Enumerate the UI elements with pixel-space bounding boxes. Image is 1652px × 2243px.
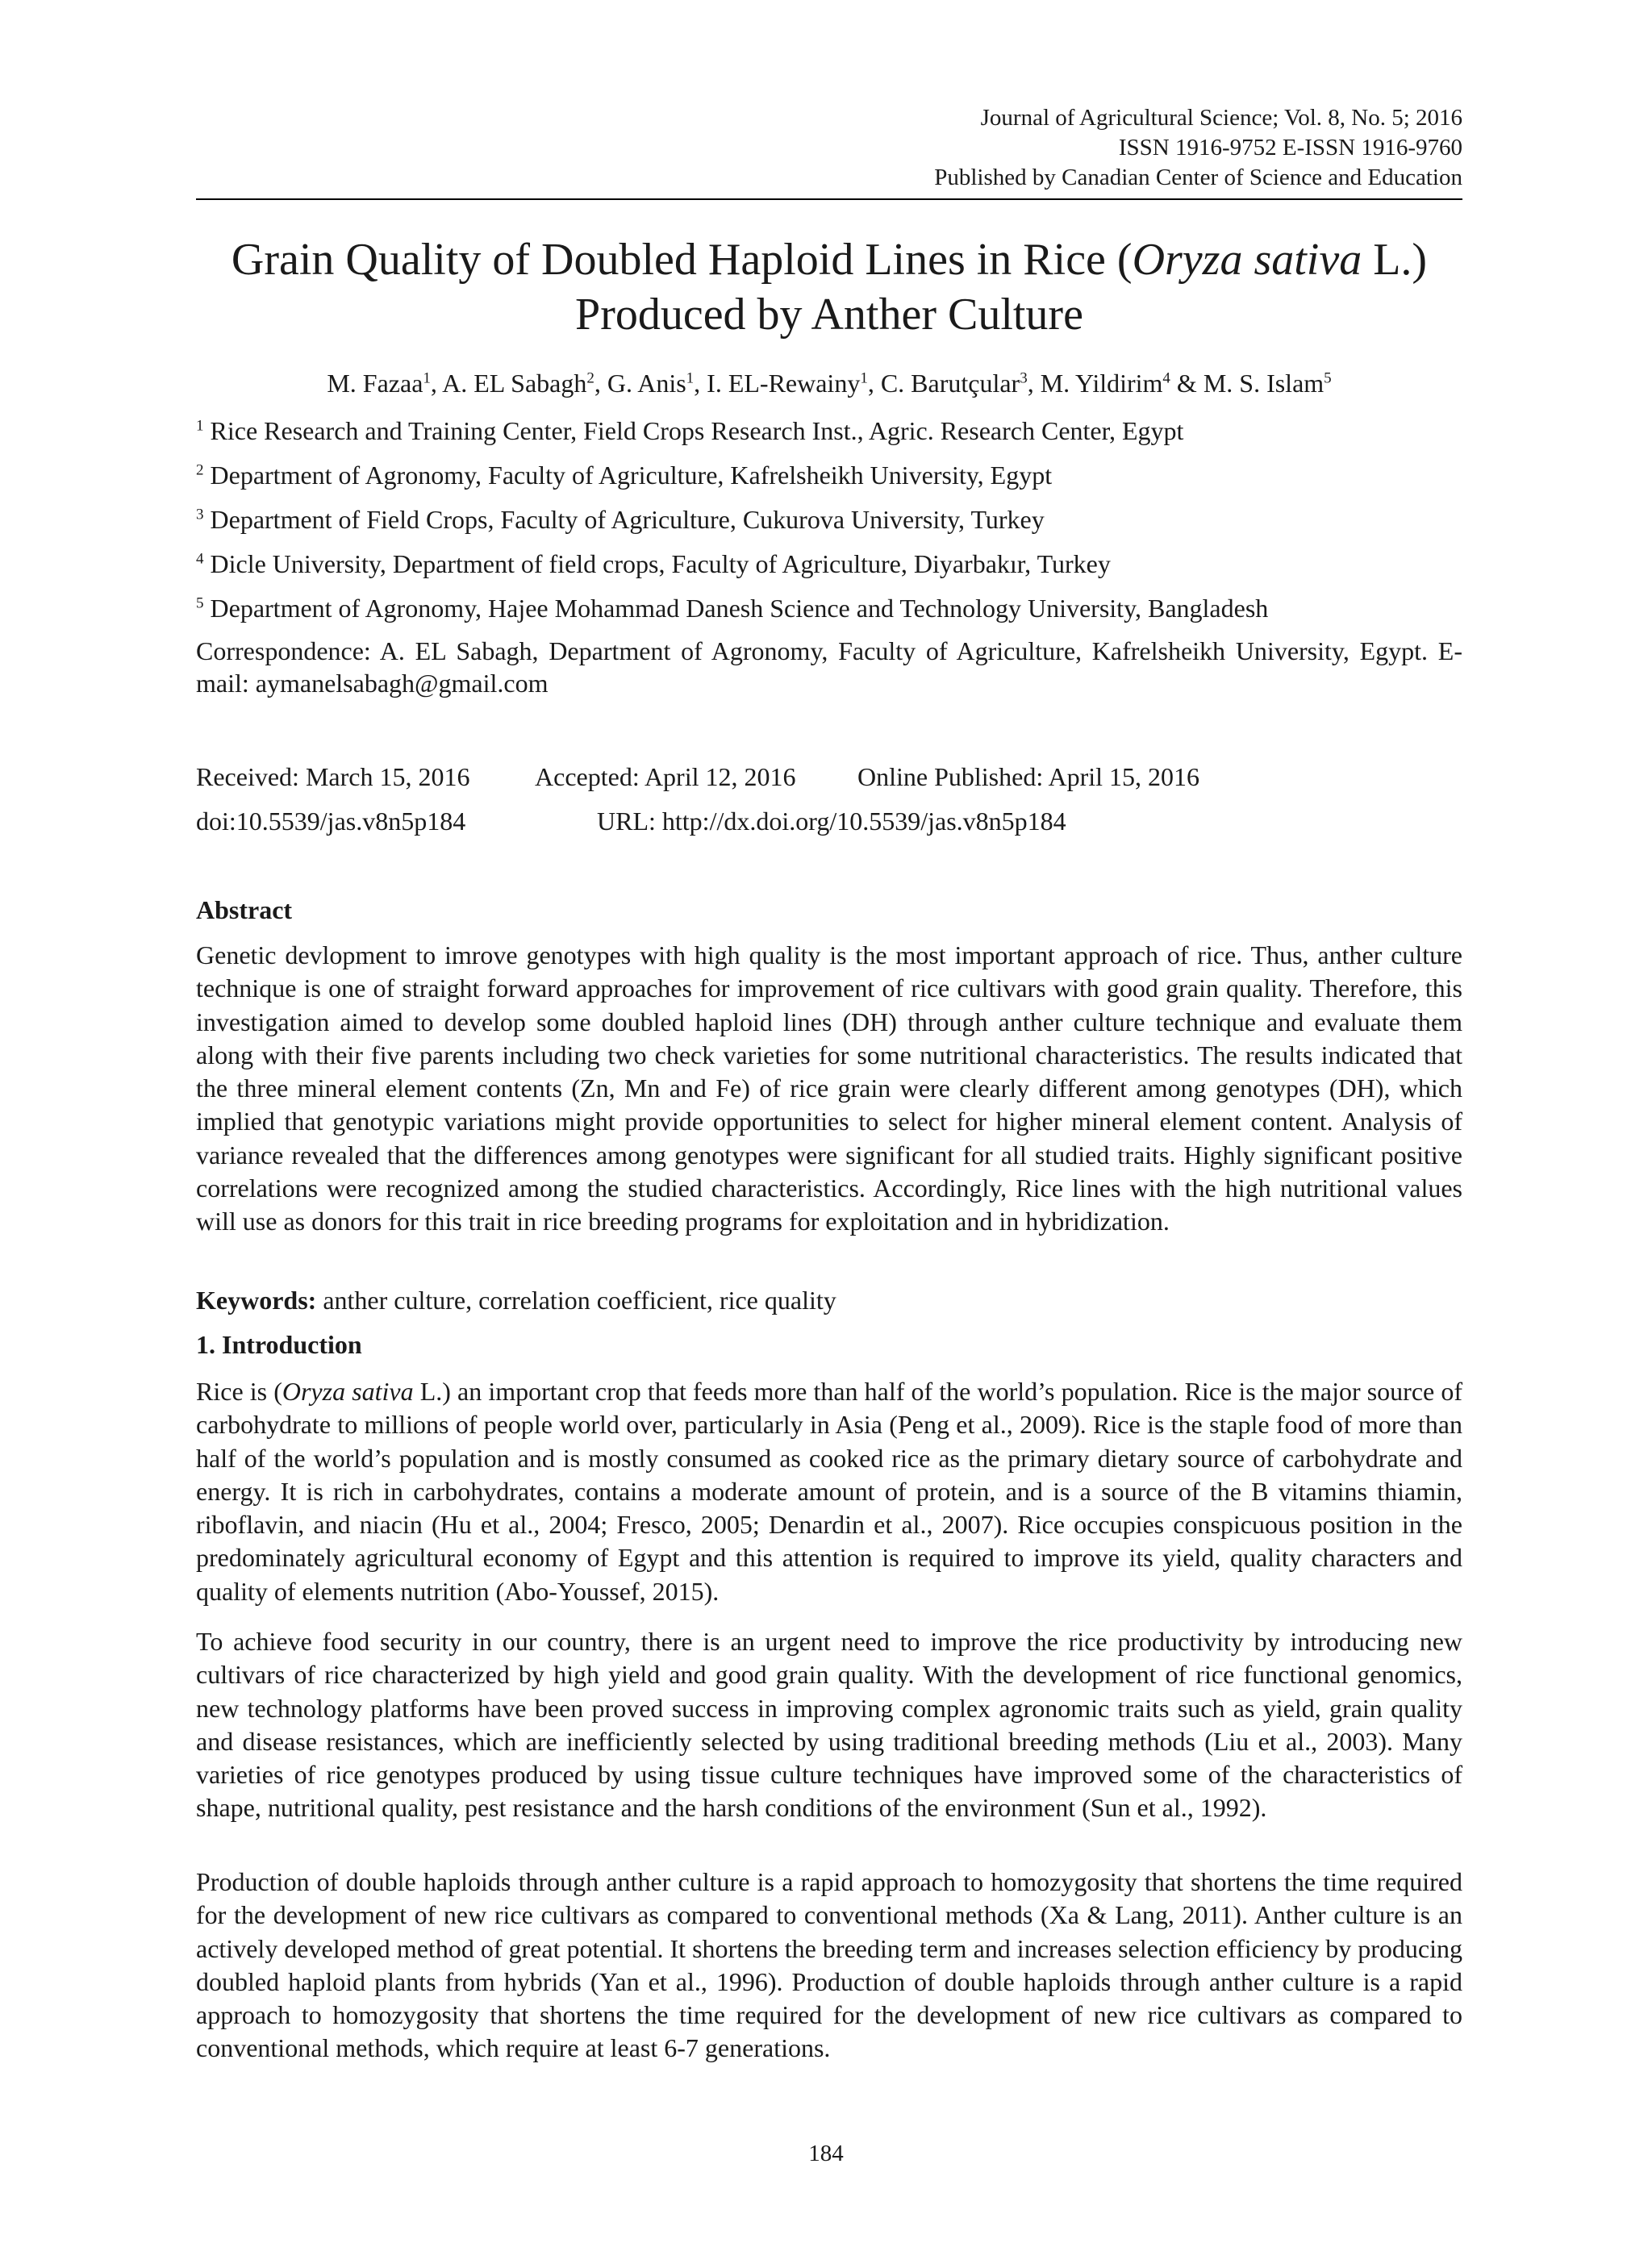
doi-text: doi:10.5539/jas.v8n5p184 bbox=[196, 807, 466, 836]
keywords bbox=[196, 1284, 1462, 1316]
title-line2: Produced by Anther Culture bbox=[575, 290, 1083, 340]
affiliation: $^3$ Department of Field Crops, Faculty of Agriculture, Cukurova University, Turkey bbox=[196, 505, 1045, 534]
url-link[interactable]: URL: http://dx.doi.org/10.5539/jas.v8n5p184 bbox=[597, 807, 1066, 836]
paper-title bbox=[196, 232, 1462, 342]
author: M. Yildirim$^4$ & bbox=[1040, 369, 1204, 398]
author: M. S. Islam$^5$ bbox=[1203, 369, 1332, 398]
journal-header bbox=[494, 103, 1462, 193]
journal-citation: Journal of Agricultural Science; Vol. 8, No. 5; 2016 bbox=[980, 105, 1462, 131]
intro-paragraph-3: Production of double haploids through anther culture is a rapid approach to homozygosity that shortens the time required for the development of new rice cultivars as compared to conventional methods (Xa & Lang, 2011). Anther culture is an actively developed method of great potential. It shortens the breeding term and increases selection efficiency by producing doubled haploid plants from hybrids (Yan et al., 1996). Production of double haploids through anther culture is a rapid approach to homozygosity that shortens the time required for the development of new rice cultivars as compared to conventional methods, which require at least 6-7 generations. bbox=[196, 1867, 1462, 2063]
author: M. Fazaa$^1$, bbox=[327, 369, 443, 398]
correspondence: Correspondence: A. EL Sabagh, Department of Agronomy, Faculty of Agriculture, Kafrelsheikh University, Egypt. E-mail: aymanelsabagh@gmail.com bbox=[196, 636, 1462, 698]
keywords-text: anther culture, correlation coefficient, rice quality bbox=[316, 1286, 836, 1315]
abstract-text: Genetic devlopment to imrove genotypes with high quality is the most important approach of rice. Thus, anther culture technique is one of straight forward approaches for improvement of rice cultivars with good grain quality. Therefore, this investigation aimed to develop some doubled haploid lines (DH) through anther culture technique and evaluate them along with their five parents including two check varieties for some nutritional characteristics. The results indicated that the three mineral element contents (Zn, Mn and Fe) of rice grain were clearly different among genotypes (DH), which implied that genotypic variations might provide opportunities to select for higher mineral element content. Analysis of variance revealed that the differences among genotypes were significant for all studied traits. Highly significant positive correlations were recognized among the studied characteristics. Accordingly, Rice lines with the high nutritional values will use as donors for this trait in rice breeding programs for exploitation and in hybridization. bbox=[196, 940, 1462, 1236]
affiliation: $^4$ Dicle University, Department of field crops, Faculty of Agriculture, Diyarbakır, Turkey bbox=[196, 549, 1111, 578]
affiliation: $^2$ Department of Agronomy, Faculty of Agriculture, Kafrelsheikh University, Egypt bbox=[196, 461, 1053, 490]
keywords-label: Keywords: bbox=[196, 1286, 317, 1315]
author-list bbox=[196, 367, 1462, 399]
abstract-heading: Abstract bbox=[196, 895, 293, 924]
journal-publisher: Published by Canadian Center of Science and Education bbox=[934, 165, 1462, 190]
introduction-heading: 1. Introduction bbox=[196, 1330, 362, 1359]
title-part2: L.) bbox=[1362, 235, 1428, 285]
title-part1: Grain Quality of Doubled Haploid Lines in Rice ( bbox=[231, 235, 1133, 285]
author: A. EL Sabagh$^2$, bbox=[442, 369, 607, 398]
journal-issn: ISSN 1916-9752 E-ISSN 1916-9760 bbox=[1118, 135, 1462, 161]
received-date: Received: March 15, 2016 bbox=[196, 762, 470, 791]
affiliation: $^1$ Rice Research and Training Center, Field Crops Research Inst., Agric. Research Center, Egypt bbox=[196, 416, 1184, 445]
author: G. Anis$^1$, bbox=[607, 369, 707, 398]
accepted-date: Accepted: April 12, 2016 bbox=[535, 762, 796, 791]
doi-line bbox=[196, 805, 1462, 837]
intro-paragraph-2: To achieve food security in our country, there is an urgent need to improve the rice productivity by introducing new cultivars of rice characterized by high yield and good grain quality. With the development of rice functional genomics, new technology platforms have been proved success in improving complex agronomic traits such as yield, grain quality and disease resistances, which are inefficiently selected by using traditional breeding methods (Liu et al., 2003). Many varieties of rice genotypes produced by using tissue culture techniques have improved some of the characteristics of shape, nutritional quality, pest resistance and the harsh conditions of the environment (Sun et al., 1992). bbox=[196, 1627, 1462, 1823]
author: I. EL-Rewainy$^1$, bbox=[707, 369, 881, 398]
page-number: 184 bbox=[808, 2141, 844, 2166]
title-italic: Oryza sativa bbox=[1132, 235, 1362, 285]
publication-dates bbox=[196, 761, 1462, 793]
author: C. Barutçular$^3$, bbox=[880, 369, 1041, 398]
intro-paragraph-1: Rice is (Oryza sativa L.) an important crop that feeds more than half of the world’s population. Rice is the major source of carbohydrate to millions of people world over, particularly in Asia (Peng et al., 2009). Rice is the staple food of more than half of the world’s population and is mostly consumed as cooked rice as the primary dietary source of carbohydrate and energy. It is rich in carbohydrates, contains a moderate amount of protein, and is a source of the B vitamins thiamin, riboflavin, and niacin (Hu et al., 2004; Fresco, 2005; Denardin et al., 2007). Rice occupies conspicuous position in the predominately agricultural economy of Egypt and this attention is required to improve its yield, quality characters and quality of elements nutrition (Abo-Youssef, 2015). bbox=[196, 1377, 1462, 1606]
published-date: Online Published: April 15, 2016 bbox=[857, 762, 1199, 791]
header-divider bbox=[196, 198, 1462, 200]
affiliation: $^5$ Department of Agronomy, Hajee Mohammad Danesh Science and Technology University, Bangladesh bbox=[196, 594, 1269, 623]
